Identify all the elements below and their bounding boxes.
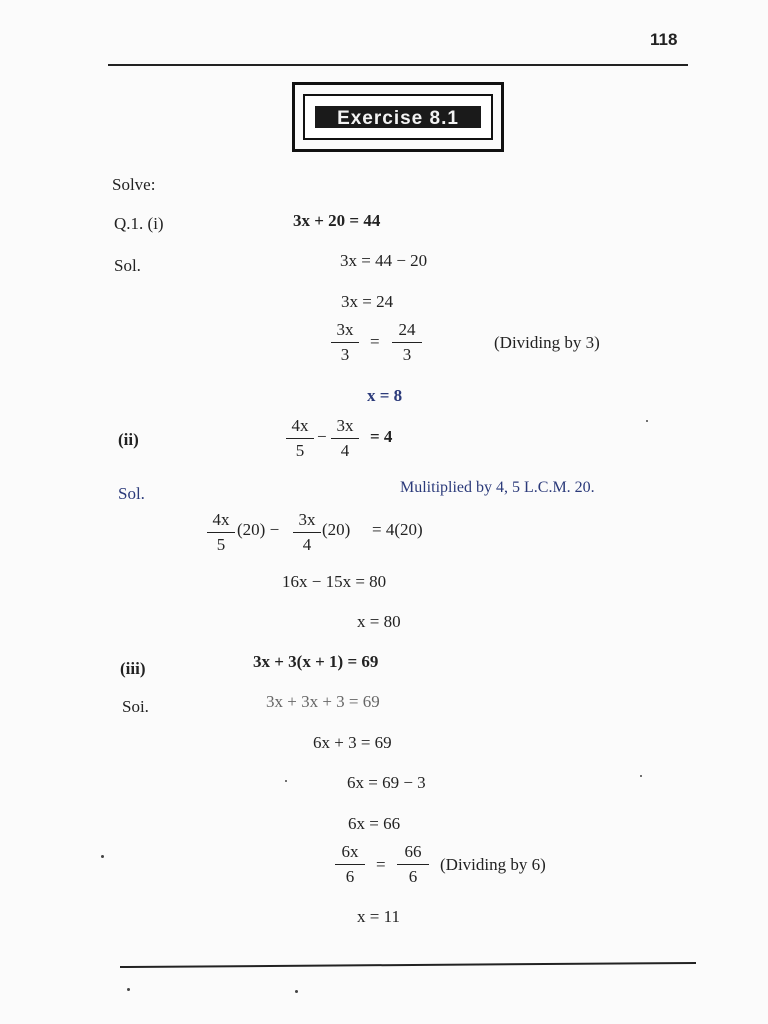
question-1-label: Q.1. (i) <box>114 214 164 233</box>
footer-rule <box>120 962 696 968</box>
page-number: 118 <box>650 30 678 49</box>
q1-ii-fraction-2: 3x 4 <box>331 416 359 461</box>
q1-iii-fraction-right: 66 6 <box>397 842 429 887</box>
exercise-title-frame <box>303 94 493 140</box>
q1-i-fraction-right: 24 3 <box>392 320 422 365</box>
q1-iii-answer: x = 11 <box>357 907 400 926</box>
scan-speck <box>127 988 130 991</box>
q1-iii-equals-sign: = <box>376 855 386 874</box>
q1-iii-equation: 3x + 3(x + 1) = 69 <box>253 652 379 671</box>
q1-iii-step1: 3x + 3x + 3 = 69 <box>266 692 380 711</box>
q1-ii-mult-fraction-2: 3x 4 <box>293 510 321 555</box>
q1-iii-step2: 6x + 3 = 69 <box>313 733 392 752</box>
scan-speck <box>101 855 104 858</box>
q1-iii-sol-label: Soi. <box>122 697 149 716</box>
q1-ii-mult-mid2: (20) <box>322 520 351 539</box>
q1-ii-rhs: = 4 <box>370 427 393 446</box>
q1-ii-mult-rhs: = 4(20) <box>372 520 423 539</box>
q1-i-sol-label: Sol. <box>114 256 141 275</box>
scan-speck <box>640 775 642 777</box>
scan-speck <box>285 780 287 782</box>
scan-speck <box>646 420 648 422</box>
exercise-title-box <box>292 82 504 152</box>
q1-ii-sol-label: Sol. <box>118 484 145 503</box>
q1-i-equals-sign: = <box>370 332 380 351</box>
q1-i-equation: 3x + 20 = 44 <box>293 211 381 230</box>
q1-ii-answer: x = 80 <box>357 612 401 631</box>
q1-iii-step4: 6x = 66 <box>348 814 401 833</box>
q1-i-fraction-left: 3x 3 <box>331 320 359 365</box>
solve-label: Solve: <box>112 175 156 194</box>
q1-ii-mult-mid1: (20) − <box>237 520 280 539</box>
scan-speck <box>295 990 298 993</box>
q1-ii-note: Mulitiplied by 4, 5 L.C.M. 20. <box>400 479 595 496</box>
q1-ii-minus: − <box>317 427 327 446</box>
q1-i-answer: x = 8 <box>367 386 403 405</box>
q1-ii-label: (ii) <box>118 430 139 449</box>
header-rule <box>108 64 688 66</box>
q1-iii-note: (Dividing by 6) <box>440 855 546 874</box>
q1-iii-step3: 6x = 69 − 3 <box>347 773 426 792</box>
q1-ii-fraction-1: 4x 5 <box>286 416 314 461</box>
q1-iii-label: (iii) <box>120 659 146 678</box>
q1-iii-fraction-left: 6x 6 <box>335 842 365 887</box>
exercise-title: Exercise 8.1 <box>315 106 481 128</box>
q1-i-step1: 3x = 44 − 20 <box>340 251 428 270</box>
q1-ii-step2: 16x − 15x = 80 <box>282 572 387 591</box>
q1-i-note: (Dividing by 3) <box>494 333 600 352</box>
q1-ii-mult-fraction-1: 4x 5 <box>207 510 235 555</box>
q1-i-step2: 3x = 24 <box>341 292 394 311</box>
